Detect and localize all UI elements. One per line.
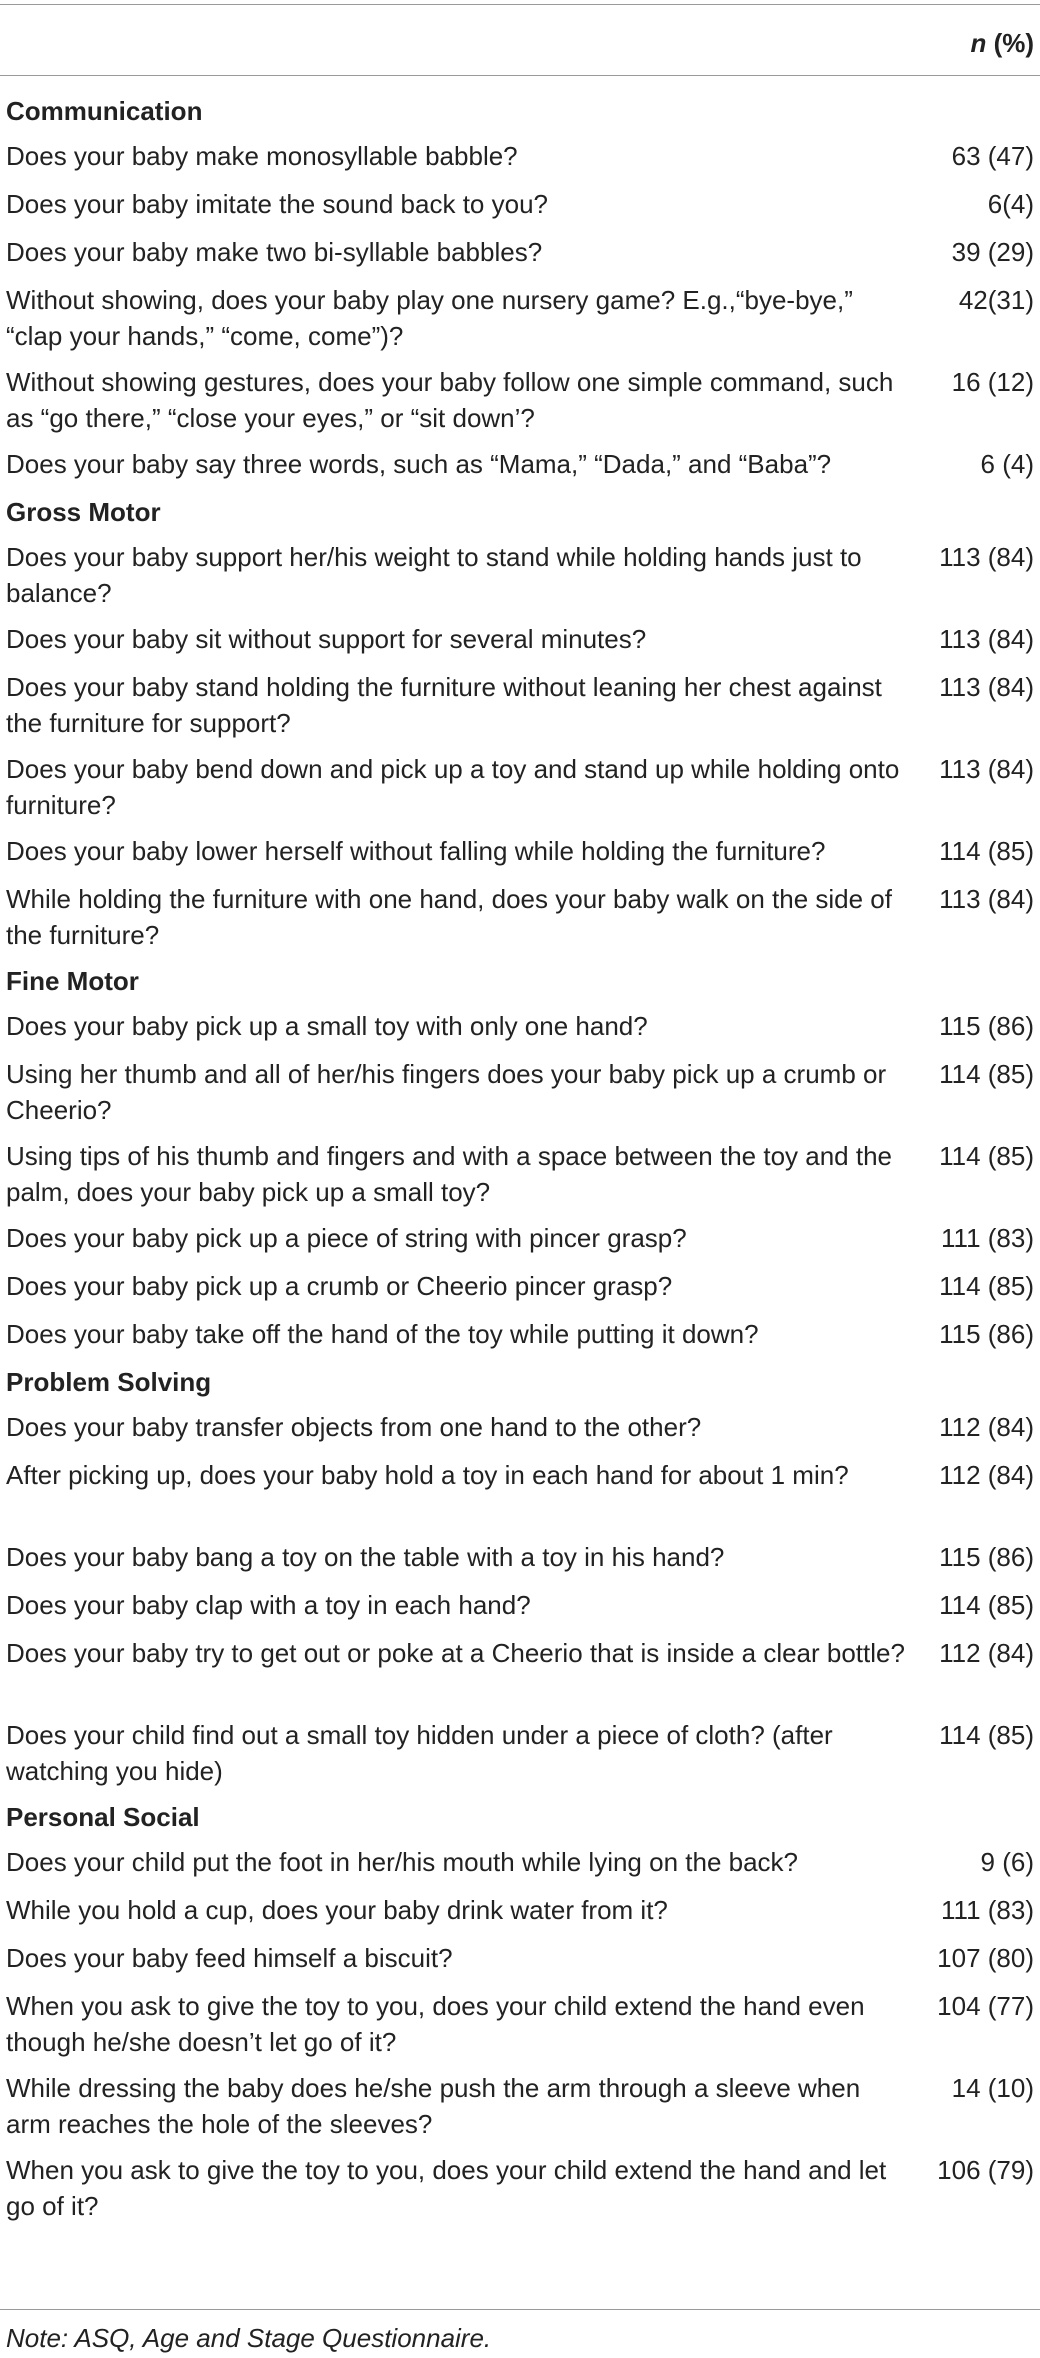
- value-cell: 112 (84): [939, 1460, 1034, 1490]
- question-cell: Using her thumb and all of her/his fingers does your baby pick up a crumb or Cheerio?: [6, 1059, 887, 1125]
- value-cell: 113 (84): [939, 672, 1034, 702]
- table-row: [0, 750, 1040, 832]
- question-cell: Does your baby bend down and pick up a toy and stand up while holding onto furniture?: [6, 754, 900, 820]
- value-cell: 111 (83): [941, 1223, 1034, 1253]
- value-cell: 115 (86): [939, 1542, 1034, 1572]
- table-row: [0, 1408, 1040, 1456]
- table-row: [0, 1538, 1040, 1586]
- section-header: Communication: [6, 96, 203, 126]
- section-header: Fine Motor: [6, 966, 139, 996]
- value-cell: 16 (12): [951, 367, 1034, 397]
- question-cell: Does your baby transfer objects from one hand to the other?: [6, 1412, 702, 1442]
- value-cell: 114 (85): [939, 1141, 1034, 1171]
- question-cell: Does your baby pick up a piece of string with pincer grasp?: [6, 1223, 687, 1253]
- question-cell: Without showing, does your baby play one nursery game? E.g.,“bye-bye,” “clap your hands,” “come, come”)?: [6, 285, 853, 351]
- table-row: [0, 1939, 1040, 1987]
- table-row: [0, 1267, 1040, 1315]
- question-cell: Does your baby bang a toy on the table with a toy in his hand?: [6, 1542, 725, 1572]
- table-row: [0, 668, 1040, 750]
- question-cell: Does your baby sit without support for several minutes?: [6, 624, 647, 654]
- table-row: [0, 281, 1040, 363]
- question-cell: When you ask to give the toy to you, does your child extend the hand even though he/she doesn’t let go of it?: [6, 1991, 865, 2057]
- question-cell: Does your baby make two bi-syllable babbles?: [6, 237, 543, 267]
- table-row: [0, 1987, 1040, 2069]
- table-row: [0, 363, 1040, 445]
- question-cell: Does your baby say three words, such as “Mama,” “Dada,” and “Baba”?: [6, 449, 832, 479]
- table-row: [0, 2151, 1040, 2233]
- value-cell: 115 (86): [939, 1319, 1034, 1349]
- value-cell: 113 (84): [939, 884, 1034, 914]
- value-cell: 114 (85): [939, 1271, 1034, 1301]
- question-cell: Using tips of his thumb and fingers and with a space between the toy and the palm, does your baby pick up a small toy?: [6, 1141, 892, 1207]
- question-cell: Does your baby pick up a small toy with only one hand?: [6, 1011, 648, 1041]
- table-bottom-rule: [0, 2309, 1040, 2310]
- question-cell: Does your baby imitate the sound back to you?: [6, 189, 548, 219]
- question-cell: Does your baby support her/his weight to stand while holding hands just to balance?: [6, 542, 862, 608]
- table-row: [0, 1137, 1040, 1219]
- question-cell: Without showing gestures, does your baby follow one simple command, such as “go there,” “close your eyes,” or “sit down’?: [6, 367, 894, 433]
- section-header: Gross Motor: [6, 497, 161, 527]
- value-cell: 9 (6): [980, 1847, 1034, 1877]
- value-cell: 113 (84): [939, 624, 1034, 654]
- table-row: [0, 1843, 1040, 1891]
- value-cell: 113 (84): [939, 754, 1034, 784]
- question-cell: Does your baby lower herself without falling while holding the furniture?: [6, 836, 826, 866]
- value-cell: 39 (29): [951, 237, 1034, 267]
- question-cell: When you ask to give the toy to you, does your child extend the hand and let go of it?: [6, 2155, 887, 2221]
- section-header: Personal Social: [6, 1802, 200, 1832]
- table-note: Note: ASQ, Age and Stage Questionnaire.: [6, 2323, 492, 2353]
- table-row: [0, 1586, 1040, 1634]
- value-cell: 111 (83): [941, 1895, 1034, 1925]
- value-cell: 106 (79): [937, 2155, 1034, 2185]
- question-cell: While dressing the baby does he/she push the arm through a sleeve when arm reaches the hole of the sleeves?: [6, 2073, 861, 2139]
- value-cell: 112 (84): [939, 1412, 1034, 1442]
- question-cell: While you hold a cup, does your baby drink water from it?: [6, 1895, 668, 1925]
- value-cell: 114 (85): [939, 1590, 1034, 1620]
- table-row: [0, 1007, 1040, 1055]
- value-cell: 63 (47): [951, 141, 1034, 171]
- table-row: [0, 1055, 1040, 1137]
- table-row: [0, 1219, 1040, 1267]
- value-cell: 6 (4): [980, 449, 1034, 479]
- question-cell: After picking up, does your baby hold a toy in each hand for about 1 min?: [6, 1460, 849, 1490]
- table-row: [0, 880, 1040, 962]
- value-cell: 104 (77): [937, 1991, 1034, 2021]
- table-row: [0, 1634, 1040, 1716]
- table-row: [0, 233, 1040, 281]
- value-cell: 114 (85): [939, 836, 1034, 866]
- question-cell: Does your baby stand holding the furniture without leaning her chest against the furniture for support?: [6, 672, 882, 738]
- table-row: [0, 1315, 1040, 1363]
- question-cell: Does your child put the foot in her/his mouth while lying on the back?: [6, 1847, 799, 1877]
- table-row: [0, 185, 1040, 233]
- column-header-n-percent: [970, 26, 1034, 60]
- table-row: [0, 445, 1040, 493]
- value-cell: 42(31): [958, 285, 1034, 315]
- question-cell: Does your baby take off the hand of the toy while putting it down?: [6, 1319, 759, 1349]
- table-body: [0, 92, 1040, 2233]
- value-cell: 6(4): [987, 189, 1034, 219]
- value-cell: 14 (10): [951, 2073, 1034, 2103]
- question-cell: Does your baby pick up a crumb or Cheerio pincer grasp?: [6, 1271, 673, 1301]
- value-cell: 115 (86): [939, 1011, 1034, 1041]
- question-cell: While holding the furniture with one hand, does your baby walk on the side of the furniture?: [6, 884, 892, 950]
- value-cell: 112 (84): [939, 1638, 1034, 1668]
- table-row: [0, 1891, 1040, 1939]
- value-cell: 114 (85): [939, 1720, 1034, 1750]
- table-row: [0, 1456, 1040, 1538]
- value-cell: 107 (80): [937, 1943, 1034, 1973]
- question-cell: Does your child find out a small toy hidden under a piece of cloth? (after watching you hide): [6, 1720, 833, 1786]
- table-row: [0, 2069, 1040, 2151]
- question-cell: Does your baby try to get out or poke at a Cheerio that is inside a clear bottle?: [6, 1638, 905, 1668]
- value-cell: 114 (85): [939, 1059, 1034, 1089]
- table-row: [0, 620, 1040, 668]
- table-row: [0, 1716, 1040, 1798]
- table-row: [0, 137, 1040, 185]
- n-label: n: [970, 28, 987, 58]
- section-header: Problem Solving: [6, 1367, 212, 1397]
- value-cell: 113 (84): [939, 542, 1034, 572]
- table-row: [0, 832, 1040, 880]
- percent-label: (%): [993, 28, 1034, 58]
- question-cell: Does your baby feed himself a biscuit?: [6, 1943, 453, 1973]
- table-row: [0, 538, 1040, 620]
- question-cell: Does your baby clap with a toy in each hand?: [6, 1590, 531, 1620]
- question-cell: Does your baby make monosyllable babble?: [6, 141, 518, 171]
- header-rule: [0, 75, 1040, 76]
- table-top-rule: [0, 4, 1040, 5]
